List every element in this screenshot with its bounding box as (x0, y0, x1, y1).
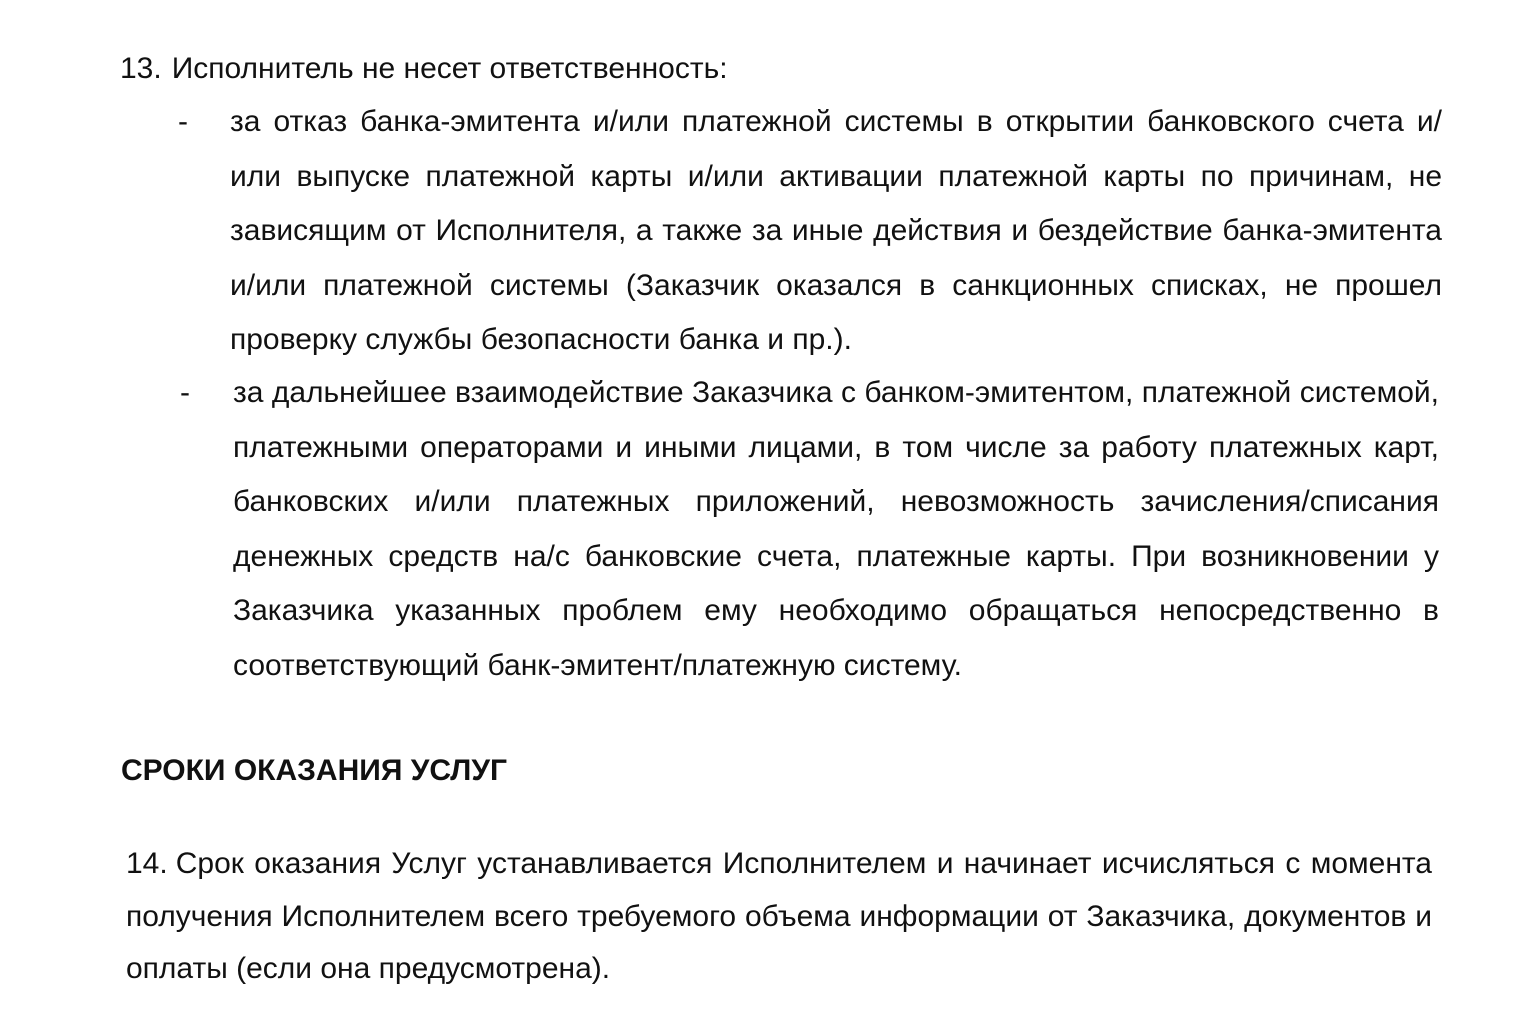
clause-13-heading-text: Исполнитель не несет ответственность: (171, 52, 728, 85)
clause-13-heading (120, 48, 728, 90)
clause-14-paragraph (126, 838, 1432, 996)
bullet-text: за отказ банка-эмитента и/или платежной системы в открытии банковского счета и/или выпуске платежной карты и/или активации платежной карты по причинам, не зависящим от Исполнителя, а также за иные действия и бездействие банка-эмитента и/или платежной системы (Заказчик оказался в санкционных списках, не прошел проверку службы безопасности банка и пр.). (230, 105, 1442, 356)
bullet-text: за дальнейшее взаимодействие Заказчика с банком-эмитентом, платежной системой, платежными операторами и иными лицами, в том числе за работу платежных карт, банковских и/или платежных приложений, невозможность зачисления/списания денежных средств на/с банковские счета, платежные карты. При возникновении у Заказчика указанных проблем ему необходимо обращаться непосредственно в соответствующий банк-эмитент/платежную систему. (233, 376, 1439, 682)
bullet-dash: - (178, 105, 188, 138)
bullet-dash: - (180, 376, 190, 409)
clause-13-number: 13. (120, 52, 162, 85)
clause-14-text: Срок оказания Услуг устанавливается Исполнителем и начинает исчисляться с момента получения Исполнителем всего требуемого объема информации от Заказчика, документов и оплаты (если она предусмотрена). (126, 847, 1432, 985)
clause-14-number: 14. (126, 847, 168, 880)
section-title: СРОКИ ОКАЗАНИЯ УСЛУГ (121, 754, 508, 787)
